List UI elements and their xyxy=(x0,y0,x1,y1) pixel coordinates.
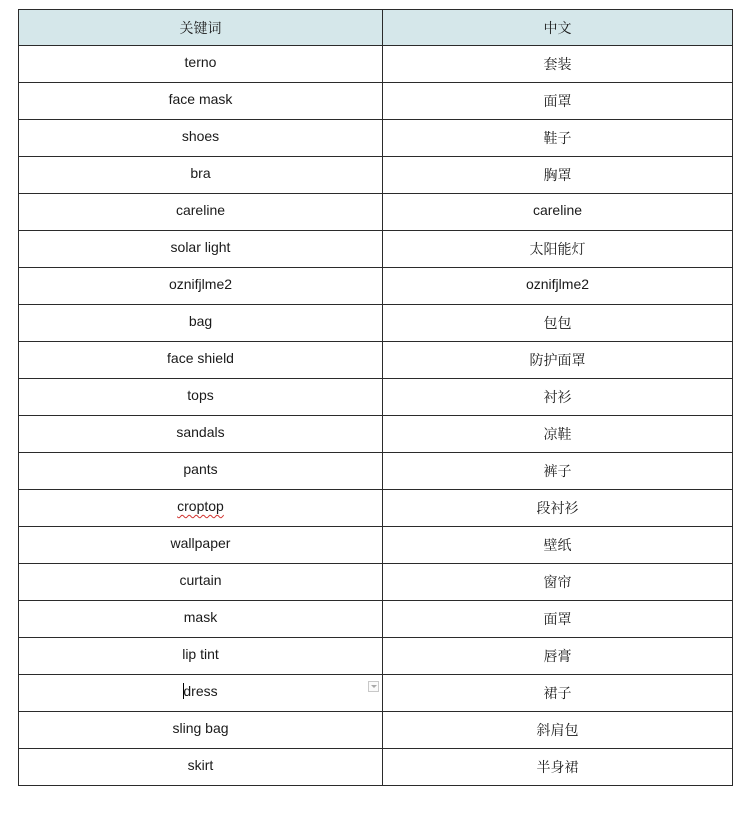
header-keyword[interactable]: 关键词 xyxy=(19,10,383,46)
keyword-cell[interactable]: tops xyxy=(19,379,383,416)
table-row xyxy=(19,638,733,675)
keyword-cell-active[interactable] xyxy=(19,675,383,712)
chinese-cell[interactable]: 窗帘 xyxy=(383,564,733,601)
keyword-cell[interactable]: pants xyxy=(19,453,383,490)
table-row xyxy=(19,379,733,416)
chinese-cell[interactable]: 面罩 xyxy=(383,83,733,120)
chinese-cell[interactable]: 斜肩包 xyxy=(383,712,733,749)
table-row xyxy=(19,342,733,379)
table-row xyxy=(19,157,733,194)
table-row xyxy=(19,601,733,638)
table-row xyxy=(19,564,733,601)
keyword-cell[interactable]: oznifjlme2 xyxy=(19,268,383,305)
table-row xyxy=(19,490,733,527)
keyword-cell[interactable]: face shield xyxy=(19,342,383,379)
chinese-cell[interactable]: 防护面罩 xyxy=(383,342,733,379)
misspelled-keyword: croptop xyxy=(177,498,224,514)
chinese-cell[interactable]: 套装 xyxy=(383,46,733,83)
keyword-cell[interactable]: sandals xyxy=(19,416,383,453)
chinese-cell[interactable]: 衬衫 xyxy=(383,379,733,416)
keyword-cell[interactable]: bra xyxy=(19,157,383,194)
chinese-cell[interactable]: careline xyxy=(383,194,733,231)
table-row xyxy=(19,416,733,453)
keyword-cell[interactable]: skirt xyxy=(19,749,383,786)
chinese-cell[interactable]: 太阳能灯 xyxy=(383,231,733,268)
table-row xyxy=(19,83,733,120)
chinese-cell[interactable]: 凉鞋 xyxy=(383,416,733,453)
keyword-cell[interactable]: solar light xyxy=(19,231,383,268)
keyword-cell[interactable] xyxy=(19,490,383,527)
table-row xyxy=(19,305,733,342)
chinese-cell[interactable]: 鞋子 xyxy=(383,120,733,157)
keyword-text: dress xyxy=(183,683,218,699)
chinese-cell[interactable]: 唇膏 xyxy=(383,638,733,675)
chinese-cell[interactable]: 段衬衫 xyxy=(383,490,733,527)
chinese-cell[interactable]: 半身裙 xyxy=(383,749,733,786)
chinese-cell[interactable]: 面罩 xyxy=(383,601,733,638)
keyword-cell[interactable]: wallpaper xyxy=(19,527,383,564)
keyword-cell[interactable]: shoes xyxy=(19,120,383,157)
table-row xyxy=(19,712,733,749)
table-row xyxy=(19,46,733,83)
chinese-cell[interactable]: 胸罩 xyxy=(383,157,733,194)
cell-dropdown-icon[interactable] xyxy=(368,681,379,692)
table-row xyxy=(19,453,733,490)
keyword-cell[interactable]: lip tint xyxy=(19,638,383,675)
table-row xyxy=(19,749,733,786)
table-row xyxy=(19,120,733,157)
table-row xyxy=(19,527,733,564)
chinese-cell[interactable]: 裙子 xyxy=(383,675,733,712)
keyword-table xyxy=(18,9,733,786)
header-chinese[interactable]: 中文 xyxy=(383,10,733,46)
chinese-cell[interactable]: 裤子 xyxy=(383,453,733,490)
table-row xyxy=(19,268,733,305)
table-row xyxy=(19,194,733,231)
keyword-cell[interactable]: terno xyxy=(19,46,383,83)
chinese-cell[interactable]: 壁纸 xyxy=(383,527,733,564)
keyword-cell[interactable]: careline xyxy=(19,194,383,231)
table-row xyxy=(19,231,733,268)
keyword-cell[interactable]: curtain xyxy=(19,564,383,601)
keyword-cell[interactable]: mask xyxy=(19,601,383,638)
keyword-cell[interactable]: face mask xyxy=(19,83,383,120)
chinese-cell[interactable]: 包包 xyxy=(383,305,733,342)
table-row xyxy=(19,675,733,712)
keyword-cell[interactable]: bag xyxy=(19,305,383,342)
chinese-cell[interactable]: oznifjlme2 xyxy=(383,268,733,305)
keyword-cell[interactable]: sling bag xyxy=(19,712,383,749)
table-header-row xyxy=(19,10,733,46)
